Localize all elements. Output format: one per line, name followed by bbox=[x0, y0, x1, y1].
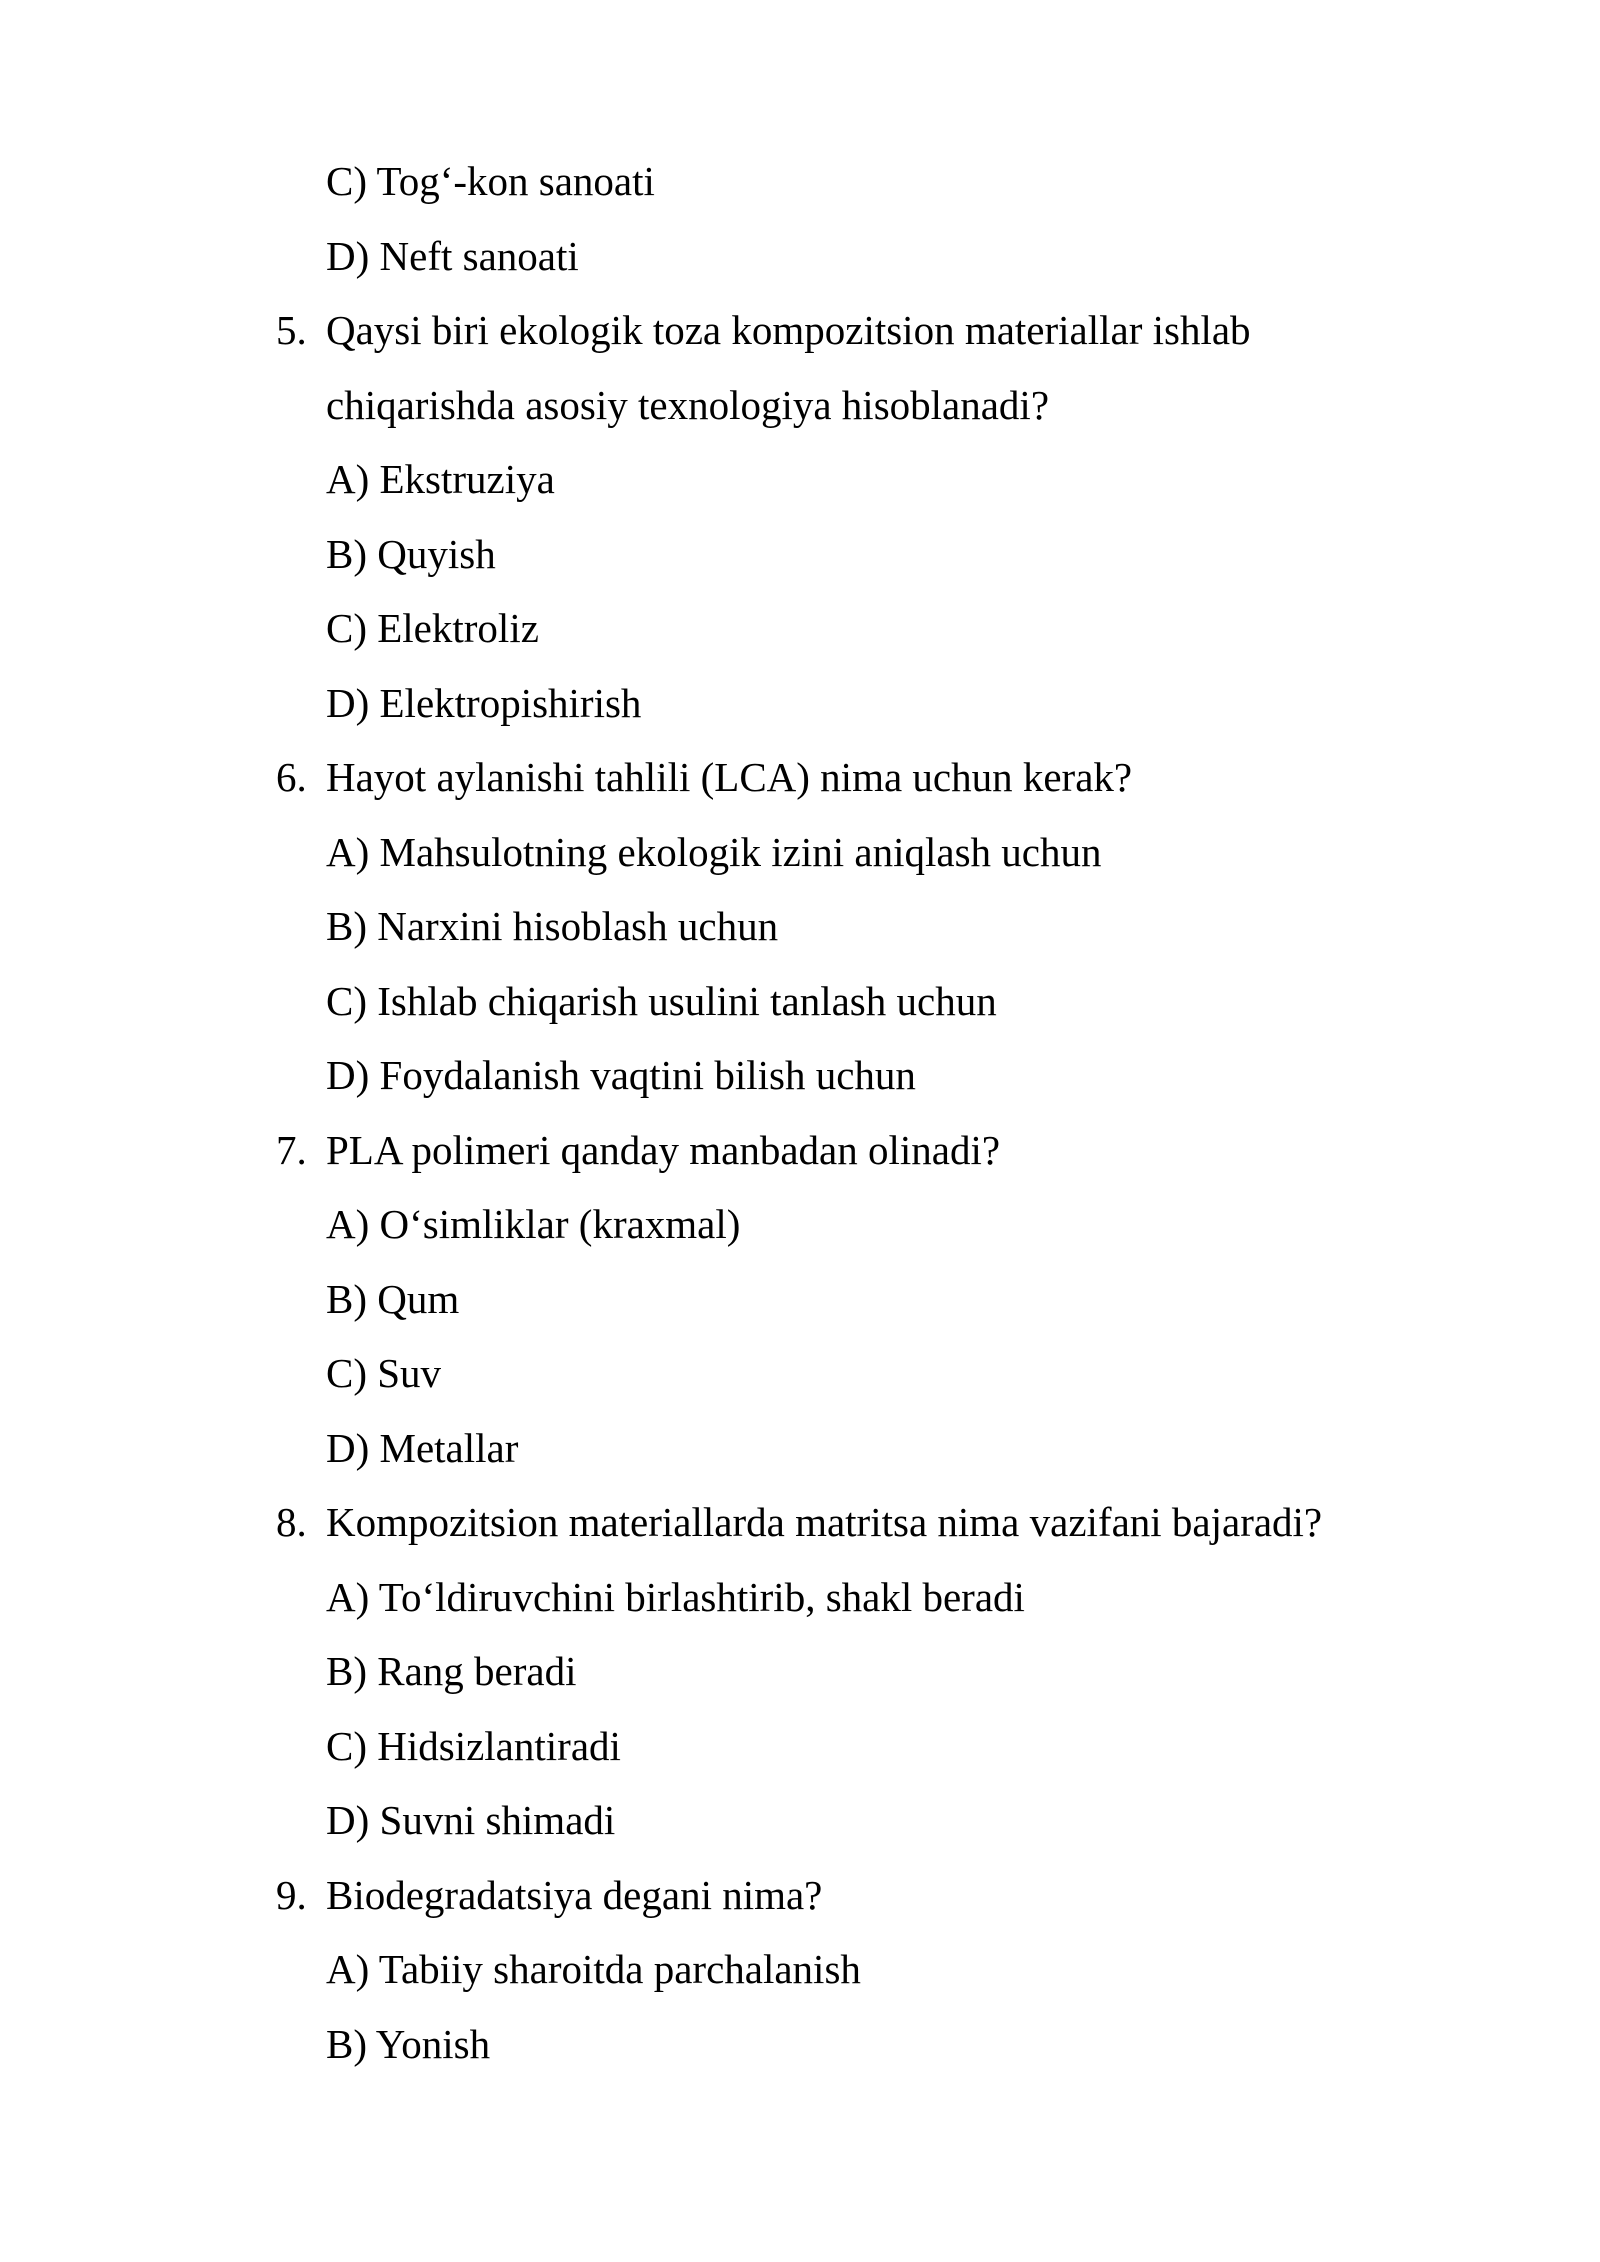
option: B) Rang beradi bbox=[326, 1648, 577, 1694]
option: A) Tabiiy sharoitda parchalanish bbox=[326, 1946, 861, 1992]
option: A) To‘ldiruvchini birlashtirib, shakl beradi bbox=[326, 1573, 1025, 1620]
option: C) Suv bbox=[326, 1350, 442, 1396]
option: A) O‘simliklar (kraxmal) bbox=[326, 1201, 741, 1247]
question-8 bbox=[0, 1490, 1600, 1565]
option: B) Quyish bbox=[326, 530, 496, 577]
question-text: Biodegradatsiya degani nima? bbox=[326, 1871, 823, 1918]
option: A) Ekstruziya bbox=[326, 456, 555, 502]
option: D) Foydalanish vaqtini bilish uchun bbox=[326, 1052, 916, 1098]
question-text: Kompozitsion materiallarda matritsa nima vazifani bajaradi? bbox=[326, 1499, 1323, 1545]
option: C) Elektroliz bbox=[326, 605, 539, 651]
question-6 bbox=[0, 745, 1600, 820]
question-7 bbox=[0, 1118, 1600, 1193]
question-number: 9. bbox=[276, 1871, 307, 1918]
option: A) Mahsulotning ekologik izini aniqlash uchun bbox=[326, 828, 1102, 875]
option: C) Tog‘-kon sanoati bbox=[326, 158, 655, 204]
question-5 bbox=[0, 298, 1600, 373]
question-9 bbox=[0, 1863, 1600, 1938]
option: B) Yonish bbox=[326, 2020, 491, 2067]
question-list bbox=[0, 149, 1600, 2086]
option: D) Suvni shimadi bbox=[326, 1797, 616, 1843]
question-text: Hayot aylanishi tahlili (LCA) nima uchun kerak? bbox=[326, 754, 1133, 800]
option: C) Ishlab chiqarish usulini tanlash uchun bbox=[326, 977, 997, 1024]
option: D) Neft sanoati bbox=[326, 232, 579, 279]
question-text: PLA polimeri qanday manbadan olinadi? bbox=[326, 1126, 1001, 1173]
question-number: 8. bbox=[276, 1499, 307, 1545]
option: B) Qum bbox=[326, 1275, 460, 1322]
question-text: Qaysi biri ekologik toza kompozitsion materiallar ishlab bbox=[326, 307, 1251, 353]
question-number: 6. bbox=[276, 754, 307, 800]
question-number: 7. bbox=[276, 1126, 307, 1173]
option: D) Elektropishirish bbox=[326, 679, 642, 726]
question-number: 5. bbox=[276, 307, 307, 353]
option: B) Narxini hisoblash uchun bbox=[326, 903, 779, 949]
option: C) Hidsizlantiradi bbox=[326, 1722, 621, 1769]
question-text-continued: chiqarishda asosiy texnologiya hisoblanadi? bbox=[326, 381, 1050, 428]
option: D) Metallar bbox=[326, 1424, 519, 1471]
